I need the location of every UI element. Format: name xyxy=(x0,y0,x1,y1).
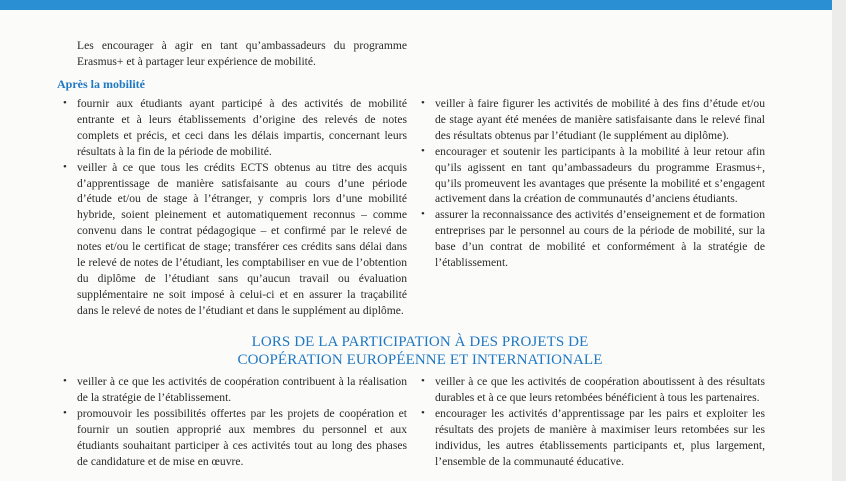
section-title-line: LORS DE LA PARTICIPATION À DES PROJETS DE xyxy=(251,334,589,350)
list-item: • encourager les activités d’apprentissage par les pairs et exploiter les résultats des projets de manière à maximiser leurs retombées sur les individus, les autres établissements participants et, plus largement, l’ensemble de la communauté éducative. xyxy=(421,406,765,470)
list-item: • veiller à ce que tous les crédits ECTS obtenus au titre des acquis d’apprentissage de manière satisfaisante au cours d’une période d’étude et/ou de stage à l’étranger, y compris lors d’une mobilité hybride, soient pleinement et automatiquement reconnus – comme convenu dans le contrat pédagogique – et confirmé par le relevé de notes et/ou le certificat de stage; transférer ces crédits sans délai dans le relevé de notes de l’étudiant, les comptabiliser en vue de l’obtention du diplôme de l’étudiant sans qu’aucun travail ou évaluation supplémentaire ne soit imposé à celui-ci et en assurer la traçabilité dans le relevé de notes de l’étudiant et dans le supplément au diplôme. xyxy=(63,160,407,319)
list-item: • fournir aux étudiants ayant participé à des activités de mobilité entrante et à leurs établissements d’origine des relevés de notes complets et précis, et ceci dans les délais impartis, concernant leurs résultats à la fin de la période de mobilité. xyxy=(63,96,407,160)
list-item: • veiller à faire figurer les activités de mobilité à des fins d’étude et/ou de stage ayant été menées de manière satisfaisante dans le relevé final des résultats obtenus par l’étudiant (le supplément au diplôme). xyxy=(421,96,765,144)
intro-paragraph: Les encourager à agir en tant qu’ambassadeurs du programme Erasmus+ et à partager leur expérience de mobilité. xyxy=(77,39,407,68)
section-title-cooperation xyxy=(120,333,720,369)
list-item: • assurer la reconnaissance des activités d’enseignement et de formation entreprises par le personnel au cours de la période de mobilité, sur la base d’un contrat de mobilité et conformément à la stratégie de l’établissement. xyxy=(421,207,765,271)
cooperation-left-list xyxy=(63,374,407,469)
page-edge xyxy=(832,0,846,481)
cooperation-right-list xyxy=(421,374,765,469)
list-item: • encourager et soutenir les participants à la mobilité à leur retour afin qu’ils agissent en tant qu’ambassadeurs du programme Erasmus+, qu’ils promeuvent les avantages que présente la mobilité et s’engagent activement dans la création de communautés d’anciens étudiants. xyxy=(421,144,765,208)
header-bar xyxy=(0,0,846,10)
list-item: • promouvoir les possibilités offertes par les projets de coopération et fournir un soutien approprié aux membres du personnel et aux étudiants souhaitant participer à ces activités tout au long des phases de candidature et de mise en œuvre. xyxy=(63,406,407,470)
section-heading-after-mobility: Après la mobilité xyxy=(57,77,145,91)
section-title-line: COOPÉRATION EUROPÉENNE ET INTERNATIONALE xyxy=(237,352,603,368)
list-item: • veiller à ce que les activités de coopération aboutissent à des résultats durables et à ce que leurs retombées bénéficient à tous les partenaires. xyxy=(421,374,765,406)
after-mobility-right-list xyxy=(421,96,765,271)
after-mobility-left-list xyxy=(63,96,407,319)
list-item: • veiller à ce que les activités de coopération contribuent à la réalisation de la stratégie de l’établissement. xyxy=(63,374,407,406)
